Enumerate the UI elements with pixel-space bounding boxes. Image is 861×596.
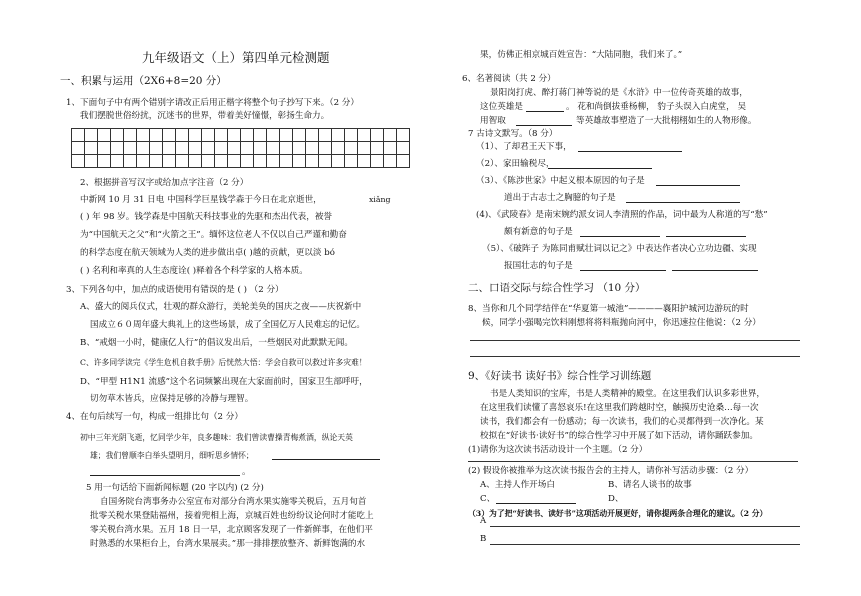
question-9-part-3: （3）为了把“好读书、读好书”这项活动开展更好，请你提两条合理化的建议。（2 分）	[468, 509, 768, 518]
question-5-passage-end: 果，仿佛正相京城百姓宣告：“大陆同胞，我们来了。”	[480, 50, 683, 60]
question-2-passage-line: 的科学态度在航天领域为人类的进步做出卓( )越的贡献，更以淡 bó	[80, 248, 335, 258]
question-2-passage-line: 为“中国航天之父”和“火箭之王”。缅怀这位老人不仅以自己严谨和勤奋	[80, 230, 347, 240]
question-6-text: 用智取	[480, 116, 506, 126]
answer-line[interactable]	[580, 261, 666, 271]
answer-line[interactable]	[470, 340, 800, 341]
step-c: C、	[480, 494, 496, 504]
answer-line[interactable]	[496, 494, 576, 504]
question-7-item-4: (4)、《武陵春》是南宋婉约派女词人李清照的作品，词中最为人称道的写“愁”	[476, 210, 768, 220]
step-d: D、	[608, 494, 624, 504]
question-8-cont: 候，同学小强喝完饮料刚想将将料瓶抛向河中，你迅速拉住他说：（2 分）	[482, 318, 761, 328]
suggestion-b-label: B	[480, 534, 487, 544]
question-3-option-c: C、许多同学读完《学生危机自救手册》后恍然大悟：学会自救可以救过许多灾难！	[80, 358, 367, 367]
question-3-option-d: D、“甲型 H1N1 流感”这个名词频繁出现在大家面前时，国家卫生部呼吁，	[80, 377, 368, 387]
question-4-end-mark: 。	[242, 467, 251, 477]
question-2: 2、根据拼音写汉字或给加点字注音（2 分）	[80, 178, 249, 188]
question-5-passage: 时熟悉的水果柜台上，台湾水果展卖。”那一排排摆放整齐、新鲜饱满的水	[90, 539, 366, 549]
question-1: 1、下面句子中有两个错别字请改正后用正楷字将整个句子抄写下来。（2 分）	[66, 98, 359, 108]
question-7-item-3: （3）、《陈涉世家》中起义根本原因的句子是	[476, 176, 645, 186]
question-6-text: 这位英雄是	[480, 102, 523, 112]
answer-line[interactable]	[526, 102, 564, 112]
answer-line[interactable]	[490, 544, 800, 545]
question-7-item-5: （5）、《破阵子 为陈同甫赋壮词以记之》中表达作者决心立功边疆、实现	[482, 244, 757, 254]
answer-line[interactable]	[470, 356, 800, 357]
answer-line[interactable]	[578, 142, 682, 152]
question-9-heading: 9、《好读书 读好书》综合性学习训练题	[468, 370, 652, 382]
answer-line[interactable]	[468, 461, 798, 462]
question-6-text: 等英雄故事塑造了一大批栩栩如生的人物形像。	[576, 116, 757, 126]
question-6-text: 。 花和尚倒拔垂杨柳， 豹子头误入白虎堂， 吴	[566, 102, 747, 112]
question-7-item-2: （2）、家田输税尽，	[476, 159, 555, 169]
question-9-passage: 书是人类知识的宝库，书是人类精神的殿堂。在这里我们认识多彩世界，	[490, 389, 766, 399]
answer-line[interactable]	[672, 261, 758, 271]
answer-line[interactable]	[656, 176, 740, 186]
question-4: 4、在句后续写一句，构成一组排比句（2 分）	[66, 412, 243, 422]
answer-line[interactable]	[490, 526, 800, 527]
question-1-sentence: 我们摆脱世俗纷扰，沉迷书的世界，带着美好憧憬，彰扬生命力。	[80, 111, 330, 121]
question-3: 3、下列各句中，加点的成语使用有错误的是 ( ) （2 分）	[66, 285, 284, 295]
question-9-part-2: (2) 假设你被推举为这次读书报告会的主持人，请你补写活动步骤：（2 分）	[468, 466, 754, 476]
step-b: B、请名人谈书的故事	[608, 480, 692, 490]
question-7: 7 古诗文默写。（8 分）	[468, 129, 558, 139]
answer-line[interactable]	[626, 193, 740, 203]
question-2-passage-line: 中新网 10 月 31 日电 中国科学巨星钱学森于今日在北京逝世，	[80, 195, 322, 205]
question-9-passage: 校拟在“好读书·读好书”的综合性学习中开展了如下活动，请你踊跃参加。	[480, 431, 758, 441]
question-5-passage: 自国务院台湾事务办公室宣布对部分台湾水果实施零关税后，五月旬首	[100, 497, 367, 507]
writing-grid[interactable]	[71, 128, 410, 168]
question-8: 8、当你和几个同学结伴在“华夏第一城池”————襄阳护城河边游玩的时	[468, 304, 749, 314]
answer-line[interactable]	[666, 227, 746, 237]
section-2-heading: 二、口语交际与综合性学习 （10 分）	[468, 282, 646, 294]
question-4-text: 雄；我们曾顺李白举头望明月，细听思乡情怀；	[90, 451, 254, 460]
question-7-item-5b: 报国壮志的句子是	[504, 261, 573, 271]
answer-line[interactable]	[548, 159, 652, 169]
question-3-option-d-cont: 切勿草木皆兵，应保持足够的冷静与理智。	[90, 394, 254, 404]
question-9-passage: 在这里我们读懂了喜怒哀乐!在这里我们跨越时空，触摸历史沧桑…每一次	[480, 403, 759, 413]
question-3-option-b: B、“戒烟一小时，健康亿人行”的倡议发出后，一些烟民对此默默无闻。	[80, 338, 353, 348]
page-title: 九年级语文（上）第四单元检测题	[142, 50, 330, 65]
question-7-item-3b: 道出于古志士之胸臆的句子是	[504, 193, 616, 203]
question-2-passage-line: ( ) 年 98 岁。钱学森是中国航天科技事业的先驱和杰出代表，被誉	[80, 212, 333, 222]
question-5-passage: 批零关税水果登陆福州，接着兜相上海，京城百姓也纷纷议论何时才能吃上	[90, 511, 374, 521]
question-9-passage: 读书，我们都会有一份感动；每一次读书，我们的心灵都得到一次净化。某	[480, 417, 764, 427]
answer-line[interactable]	[516, 116, 572, 126]
section-1-heading: 一、积累与运用（2X6+8=20 分）	[60, 75, 227, 87]
question-6-text: 景阳岗打虎、醉打蒋门神等说的是《水浒》中一位传奇英雄的故事，	[490, 88, 748, 98]
answer-line[interactable]	[90, 466, 240, 476]
question-2-passage-line: ( ) 名利和率真的人生态度诠( )释着各个科学家的人格本质。	[80, 266, 308, 276]
question-3-option-a-cont: 国成立６０周年盛大典礼上的这些场景，成了全国亿万人民难忘的记忆。	[90, 320, 366, 330]
question-9-part-1: (1)请你为这次读书活动设计一个主题。（2 分）	[468, 445, 648, 455]
question-5: 5 用一句话给下面新闻标题 (20 字以内) (2 分)	[86, 483, 264, 493]
answer-line[interactable]	[580, 227, 660, 237]
question-7-item-4b: 颇有新意的句子是	[504, 227, 573, 237]
answer-line[interactable]	[272, 450, 380, 460]
step-a: A、主持人作开场白	[480, 480, 555, 490]
question-4-text: 初中三年光阴飞逝，忆同学少年，良多趣味：我们曾读曹操青梅煮酒，纵论天英	[80, 433, 353, 442]
question-5-passage: 零关税台湾水果。五月 18 日一早，北京顾客发现了一件新鲜事，在他们平	[90, 525, 373, 535]
question-6: 6、名著阅读（共 2 分）	[462, 74, 556, 84]
question-2-pinyin: xiǎng	[369, 195, 391, 204]
question-3-option-a: A、盛大的阅兵仪式，壮观的群众游行，美轮美奂的国庆之夜——庆祝新中	[80, 302, 362, 312]
suggestion-a-label: A	[480, 516, 487, 526]
question-7-item-1: （1）、了却君王天下事，	[476, 142, 572, 152]
